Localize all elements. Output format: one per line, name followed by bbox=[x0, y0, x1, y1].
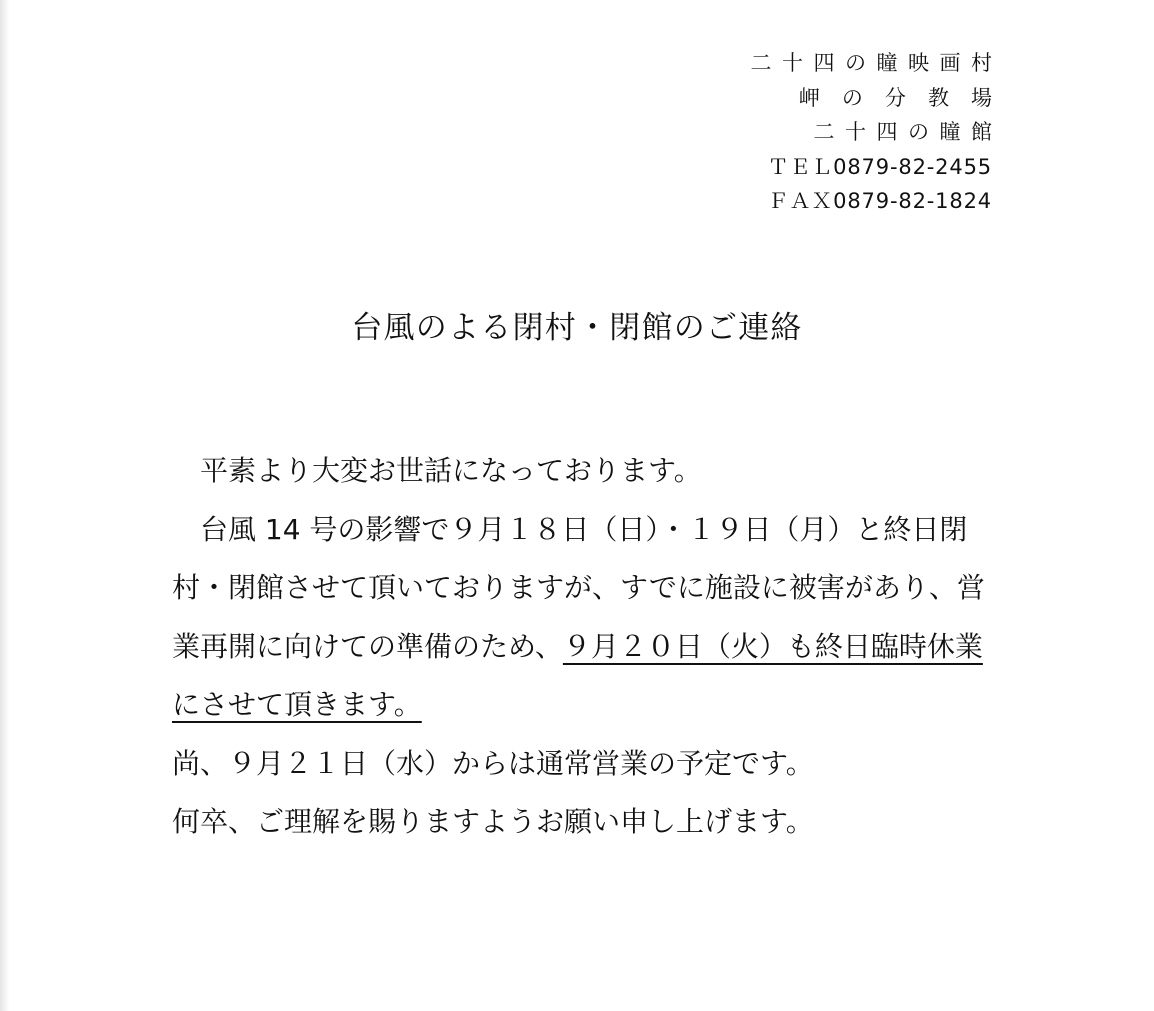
sender-fax: ＦＡＸ0879-82-1824 bbox=[767, 189, 992, 213]
notice-body bbox=[172, 442, 994, 852]
closure-paragraph bbox=[172, 501, 994, 735]
sender-line-2: 岬の分教場 bbox=[798, 85, 1015, 110]
closing-paragraph: 何卒、ご理解を賜りますようお願い申し上げます。 bbox=[172, 805, 814, 838]
greeting-paragraph: 平素より大変お世話になっております。 bbox=[200, 454, 702, 487]
closure-underlined-text: ９月２０日（火）も終日臨時休業にさせて頂きます。 bbox=[172, 629, 983, 721]
sender-block bbox=[750, 46, 1015, 219]
sender-tel: ＴＥＬ0879-82-2455 bbox=[767, 154, 992, 179]
page-edge-shadow bbox=[0, 0, 10, 1011]
resume-paragraph: 尚、９月２１日（水）からは通常営業の予定です。 bbox=[172, 746, 814, 780]
closure-text: 台風 14 号の影響で９月１８日（日）・１９日（月）と終日閉村・閉館させて頂いておりますが、すでに施設に被害があり、営業再開に向けての準備のため、 bbox=[172, 512, 985, 663]
notice-title: 台風のよる閉村・閉館のご連絡 bbox=[351, 310, 803, 346]
sender-line-1: 二十四の瞳映画村 bbox=[750, 51, 1003, 75]
sender-line-3: 二十四の瞳館 bbox=[813, 120, 1003, 144]
